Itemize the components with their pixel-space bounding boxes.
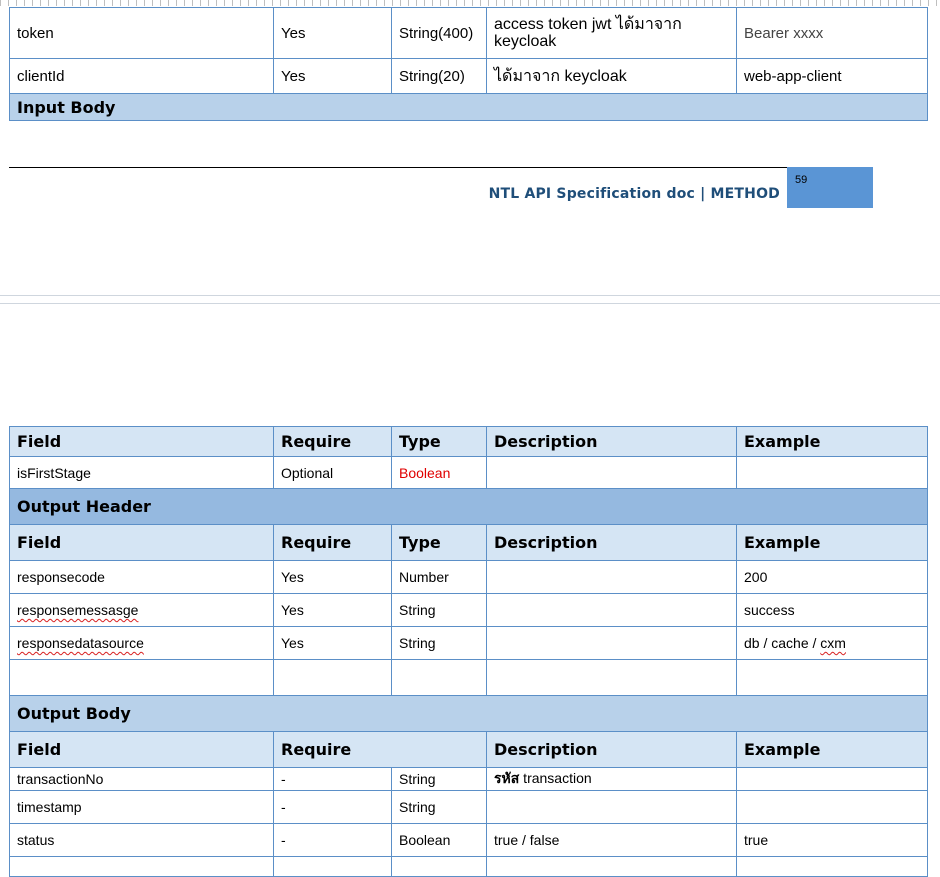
description-cell: ได้มาจาก keycloak [487, 59, 737, 94]
col-require: Require [274, 427, 392, 457]
output-body-title: Output Body [10, 696, 928, 732]
col-type: Type [392, 427, 487, 457]
require-cell [274, 660, 392, 696]
table-row [10, 8, 928, 59]
require-cell: Yes [274, 594, 392, 627]
example-cell: db / cache / cxm [737, 627, 928, 660]
col-description: Description [487, 427, 737, 457]
example-cell: true [737, 824, 928, 857]
field-text: responsemessasge [17, 602, 139, 618]
description-cell: true / false [487, 824, 737, 857]
example-text: cxm [820, 635, 846, 651]
page-break [0, 295, 940, 304]
column-header-row [10, 525, 928, 561]
table-row [10, 594, 928, 627]
description-cell [487, 627, 737, 660]
example-cell [737, 791, 928, 824]
example-cell: Bearer xxxx [737, 8, 928, 59]
field-cell: clientId [10, 59, 274, 94]
type-cell [392, 660, 487, 696]
description-cell: access token jwt ได้มาจาก keycloak [487, 8, 737, 59]
field-cell: responsecode [10, 561, 274, 594]
example-cell [737, 768, 928, 791]
require-cell: Optional [274, 457, 392, 489]
description-cell [487, 791, 737, 824]
type-cell: String [392, 768, 487, 791]
field-cell: isFirstStage [10, 457, 274, 489]
require-cell: Yes [274, 627, 392, 660]
require-cell: - [274, 824, 392, 857]
table-row [10, 457, 928, 489]
spec-table [9, 426, 928, 877]
type-cell: Boolean [392, 457, 487, 489]
field-cell: token [10, 8, 274, 59]
page-number: 59 [795, 174, 808, 186]
col-description: Description [487, 525, 737, 561]
section-row [10, 696, 928, 732]
field-cell [10, 660, 274, 696]
require-cell: - [274, 768, 392, 791]
require-cell: - [274, 791, 392, 824]
field-cell: timestamp [10, 791, 274, 824]
page-top-ruler [0, 0, 940, 6]
field-text: responsedatasource [17, 635, 144, 651]
table-row [10, 561, 928, 594]
require-cell: Yes [274, 59, 392, 94]
description-bold-text: รหัส [494, 770, 520, 786]
footer-doc-title: NTL API Specification doc | METHOD [488, 186, 780, 202]
column-header-row [10, 732, 928, 768]
field-cell: status [10, 824, 274, 857]
table-row-empty [10, 660, 928, 696]
require-cell: Yes [274, 8, 392, 59]
page-number-box [787, 167, 873, 208]
type-cell: String [392, 791, 487, 824]
auth-table [9, 7, 928, 121]
col-field: Field [10, 427, 274, 457]
field-cell: transactionNo [10, 768, 274, 791]
description-cell [487, 768, 737, 791]
example-cell [737, 457, 928, 489]
type-cell: String [392, 627, 487, 660]
example-cell: 200 [737, 561, 928, 594]
field-cell [10, 627, 274, 660]
col-field: Field [10, 732, 274, 768]
example-cell [737, 660, 928, 696]
description-cell [487, 561, 737, 594]
col-field: Field [10, 525, 274, 561]
col-example: Example [737, 732, 928, 768]
table-row [10, 791, 928, 824]
col-example: Example [737, 427, 928, 457]
col-type: Type [392, 525, 487, 561]
table-row [10, 59, 928, 94]
table-row [10, 768, 928, 791]
example-cell: success [737, 594, 928, 627]
column-header-row [10, 427, 928, 457]
col-require: Require [274, 525, 392, 561]
table-row-partial [10, 857, 928, 877]
type-cell: Boolean [392, 824, 487, 857]
output-header-title: Output Header [10, 489, 928, 525]
require-cell: Yes [274, 561, 392, 594]
col-example: Example [737, 525, 928, 561]
section-row [10, 489, 928, 525]
col-require: Require [274, 732, 487, 768]
description-cell [487, 660, 737, 696]
example-cell: web-app-client [737, 59, 928, 94]
input-body-title: Input Body [10, 94, 928, 121]
description-cell [487, 457, 737, 489]
description-text: transaction [519, 770, 592, 786]
type-cell: String(20) [392, 59, 487, 94]
type-cell: String(400) [392, 8, 487, 59]
field-cell [10, 594, 274, 627]
footer-divider [9, 167, 787, 168]
table-row [10, 824, 928, 857]
col-description: Description [487, 732, 737, 768]
table-row [10, 627, 928, 660]
section-row [10, 94, 928, 121]
description-cell [487, 594, 737, 627]
type-cell: String [392, 594, 487, 627]
type-cell: Number [392, 561, 487, 594]
